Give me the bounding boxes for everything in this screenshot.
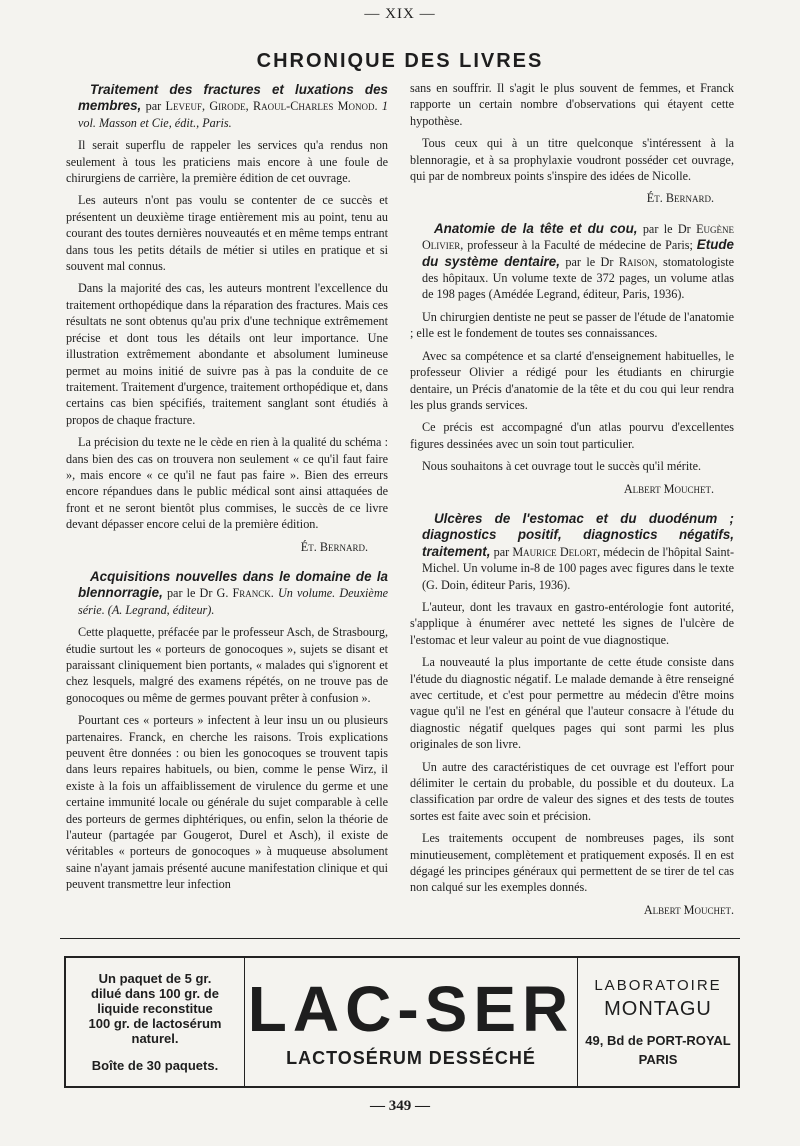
par-word: par xyxy=(145,99,162,114)
book-authors: Leveuf, Girode, Raoul-Charles Monod. xyxy=(165,99,378,114)
ad-lab-name: MONTAGU xyxy=(604,998,712,1020)
ad-lab-city: PARIS xyxy=(638,1052,678,1067)
book-title: Ulcères de l'estomac et du duodénum ; diagnostics positif, diagnostics négatifs, traitement, xyxy=(422,510,734,559)
ad-brand-subtitle: LACTOSÉRUM DESSÉCHÉ xyxy=(286,1047,536,1068)
book-authors-second: Raison, xyxy=(618,254,658,269)
book-publication: 1 vol. Masson et Cie, édit., Paris. xyxy=(78,99,389,130)
review-signature: Albert Mouchet. xyxy=(623,481,714,496)
review-heading xyxy=(66,569,388,618)
review-heading xyxy=(410,511,734,593)
review-paragraph: Pourtant ces « porteurs » infectent à leur insu un ou plusieurs partenaires. Franck, en cherche les raisons. Trois explications peuvent être données : ou bien les gonocoques se trouvent tapis dans leurs repaires habituels, ou bien, comme le pense Wirz, il existe à la fois un affaiblissement de virulence du germe et une certaine immunité locale ou générale du sujet comparable à celle des porteurs de germes diphtériques, ou enfin, selon la théorie de l'auteur (partagée par Gougerot, Durel et Asch), il existe de véritables « porteurs de gonocoques » à muqueuse absolument saine n'ayant jamais présenté aucune manifestation clinique et qui peuvent transmettre leur infection xyxy=(66,713,388,892)
review-signature: Ét. Bernard. xyxy=(646,191,714,206)
book-publication: médecin de l'hôpital Saint-Michel. Un volume in-8 de 100 pages avec figures dans le texte (G. Doin, éditeur Paris, 1936). xyxy=(422,544,735,592)
review-signature: Ét. Bernard. xyxy=(300,539,368,554)
par-word: par le Dr xyxy=(166,586,213,601)
ad-product-description xyxy=(66,958,245,1086)
review-anatomie xyxy=(410,221,734,497)
book-title-second: Etude du système dentaire, xyxy=(422,237,734,269)
ad-desc-line: dilué dans 100 gr. de xyxy=(91,986,219,1001)
book-authors: Eugène Olivier, xyxy=(422,221,735,253)
author-affiliation: professeur à la Faculté de médecine de Paris; xyxy=(467,238,693,253)
book-publication: Un volume. Deuxième série. (A. Legrand, éditeur). xyxy=(78,586,389,617)
par-word: par le Dr xyxy=(642,221,691,236)
review-heading xyxy=(66,82,388,131)
section-title: CHRONIQUE DES LIVRES xyxy=(256,50,544,72)
book-title: Traitement des fractures et luxations des membres, xyxy=(78,82,388,114)
ad-brand-name: LAC-SER xyxy=(247,972,575,1045)
book-authors: G. Franck. xyxy=(216,586,274,601)
review-paragraph: Avec sa compétence et sa clarté d'enseignement habituelles, le professeur Olivier a rédigé pour les étudiants en chirurgie dentaire, un Précis d'anatomie de la tête et du cou qui leur rendra les plus grands services. xyxy=(410,348,734,412)
review-paragraph: Il serait superflu de rappeler les services qu'a rendus non seulement à tous les praticiens mais encore à une foule de chirurgiens de carrière, la première édition de cet ouvrage. xyxy=(66,138,388,186)
review-heading xyxy=(410,221,734,303)
book-title: Anatomie de la tête et du cou, xyxy=(434,220,638,236)
review-ulceres xyxy=(410,511,734,918)
ad-desc-line: Un paquet de 5 gr. xyxy=(98,971,212,986)
review-paragraph: Les traitements occupent de nombreuses pages, ils sont minutieusement, complètement et pratiquement exposés. Il en est dégagé les principes généraux qui permettent de se tirer de tel cas non calqué sur les exemples donnés. xyxy=(410,831,734,895)
ad-desc-line: naturel. xyxy=(131,1031,179,1046)
review-blennorragie xyxy=(66,569,388,893)
review-paragraph: L'auteur, dont les travaux en gastro-entérologie font autorité, s'applique à énumérer avec netteté les signes de l'ulcère de l'estomac et leur valeur au point de vue diagnostique. xyxy=(410,599,734,647)
ad-desc-line: liquide reconstitue xyxy=(97,1001,213,1016)
review-paragraph: Nous souhaitons à cet ouvrage tout le succès qu'il mérite. xyxy=(422,459,702,474)
review-paragraph: Dans la majorité des cas, les auteurs montrent l'excellence du traitement orthopédique dans la réparation des fractures. Mais ces résultats ne sont obtenus qu'au prix d'une technique extrêmement précise et dont tous les détails ont leur importance. Une illustration extrêmement abondante et absolument lumineuse permet au moins initié de suivre pas à pas la conduite de ce traitement. Traitement d'urgence, traitement orthopédique et, dans certains cas bien spécifiés, traitement sanglant sont étudiés à propos de chaque fracture. xyxy=(66,281,388,427)
review-signature: Albert Mouchet. xyxy=(643,902,734,917)
ad-box-size: Boîte de 30 paquets. xyxy=(91,1058,219,1073)
page-roman-numeral: — XIX — xyxy=(364,6,436,22)
divider-rule xyxy=(60,938,740,939)
ad-lab-address: 49, Bd de PORT-ROYAL xyxy=(585,1033,731,1048)
review-fractures xyxy=(66,82,388,555)
review-paragraph: La nouveauté la plus importante de cette étude consiste dans l'étude du diagnostic négatif. Le malade demande à être renseigné avec certitude, et c'est pour permettre au médecin d'être moins vague qu'il ne l'est en général que l'auteur consacre à l'étude du diagnostic négatif quelques pages qui sont parmi les plus originales de son livre. xyxy=(410,655,734,752)
par-word: par le Dr xyxy=(565,254,614,269)
review-paragraph: Les auteurs n'ont pas voulu se contenter de ce succès et présentent un deuxième tirage entièrement mis au point, tenu au courant des toutes dernières nouveautés et en même temps entrant dans tous les petits détails de métier si utiles en pratique et si souvent mal connus. xyxy=(66,193,388,274)
ad-brand xyxy=(245,958,578,1086)
book-publication: stomatologiste des hôpitaux. Un volume texte de 372 pages, un volume atlas de 198 pages (Amédée Legrand, éditeur, Paris, 1936). xyxy=(422,254,735,302)
book-title: Acquisitions nouvelles dans le domaine de la blennorragie, xyxy=(78,568,388,601)
advertisement-lac-ser xyxy=(64,956,740,1088)
page-number: — 349 — xyxy=(370,1098,430,1114)
review-paragraph: Ce précis est accompagné d'un atlas pourvu d'excellentes figures dessinées avec un soin tout particulier. xyxy=(410,420,734,451)
review-paragraph: Un chirurgien dentiste ne peut se passer de l'étude de l'anatomie ; elle est le fondement de toutes ses connaissances. xyxy=(410,309,734,341)
review-paragraph: Un autre des caractéristiques de cet ouvrage est l'effort pour délimiter le certain du probable, du possible et du douteux. La classification par ordre de valeur des signes et des tests de toutes sortes est faite avec soin et précision. xyxy=(410,759,734,823)
review-paragraph: La précision du texte ne le cède en rien à la qualité du schéma : dans bien des cas on trouvera non seulement « ce qu'il faut faire », mais encore « ce qu'il ne faut pas faire ». Bien des erreurs encore répandues dans le public médical sont ainsi attaquées de front et ne seront bientôt plus commises, le succès de ce livre devant dépasser encore celui de la première édition. xyxy=(66,435,388,532)
book-authors: Maurice Delort, xyxy=(512,544,601,559)
review-blennorragie-cont xyxy=(410,80,734,207)
left-column xyxy=(66,82,388,907)
review-paragraph: Tous ceux qui à un titre quelconque s'intéressent à la blennoragie, et à sa prophylaxie voudront posséder cet ouvrage, qui par de nombreux points s'inspire des idées de Nicolle. xyxy=(410,136,734,184)
review-paragraph: Cette plaquette, préfacée par le professeur Asch, de Strasbourg, étudie surtout les « porteurs de gonocoques », sujets se disant et paraissant cliniquement bien portants, « malades qui s'ignorent et chez lesquels, malgré des examens répétés, on ne trouve pas de gonocoques ou même de germes pouvant prêter à confusion ». xyxy=(66,625,388,705)
ad-laboratory xyxy=(578,958,738,1086)
ad-lab-label: LABORATOIRE xyxy=(594,977,722,994)
right-column xyxy=(410,80,734,932)
par-word: par xyxy=(493,544,510,559)
ad-desc-line: 100 gr. de lactosérum xyxy=(88,1016,222,1031)
review-paragraph: sans en souffrir. Il s'agit le plus souvent de femmes, et Franck rapporte un certain nombre d'observations qui étayent cette hypothèse. xyxy=(410,81,734,128)
